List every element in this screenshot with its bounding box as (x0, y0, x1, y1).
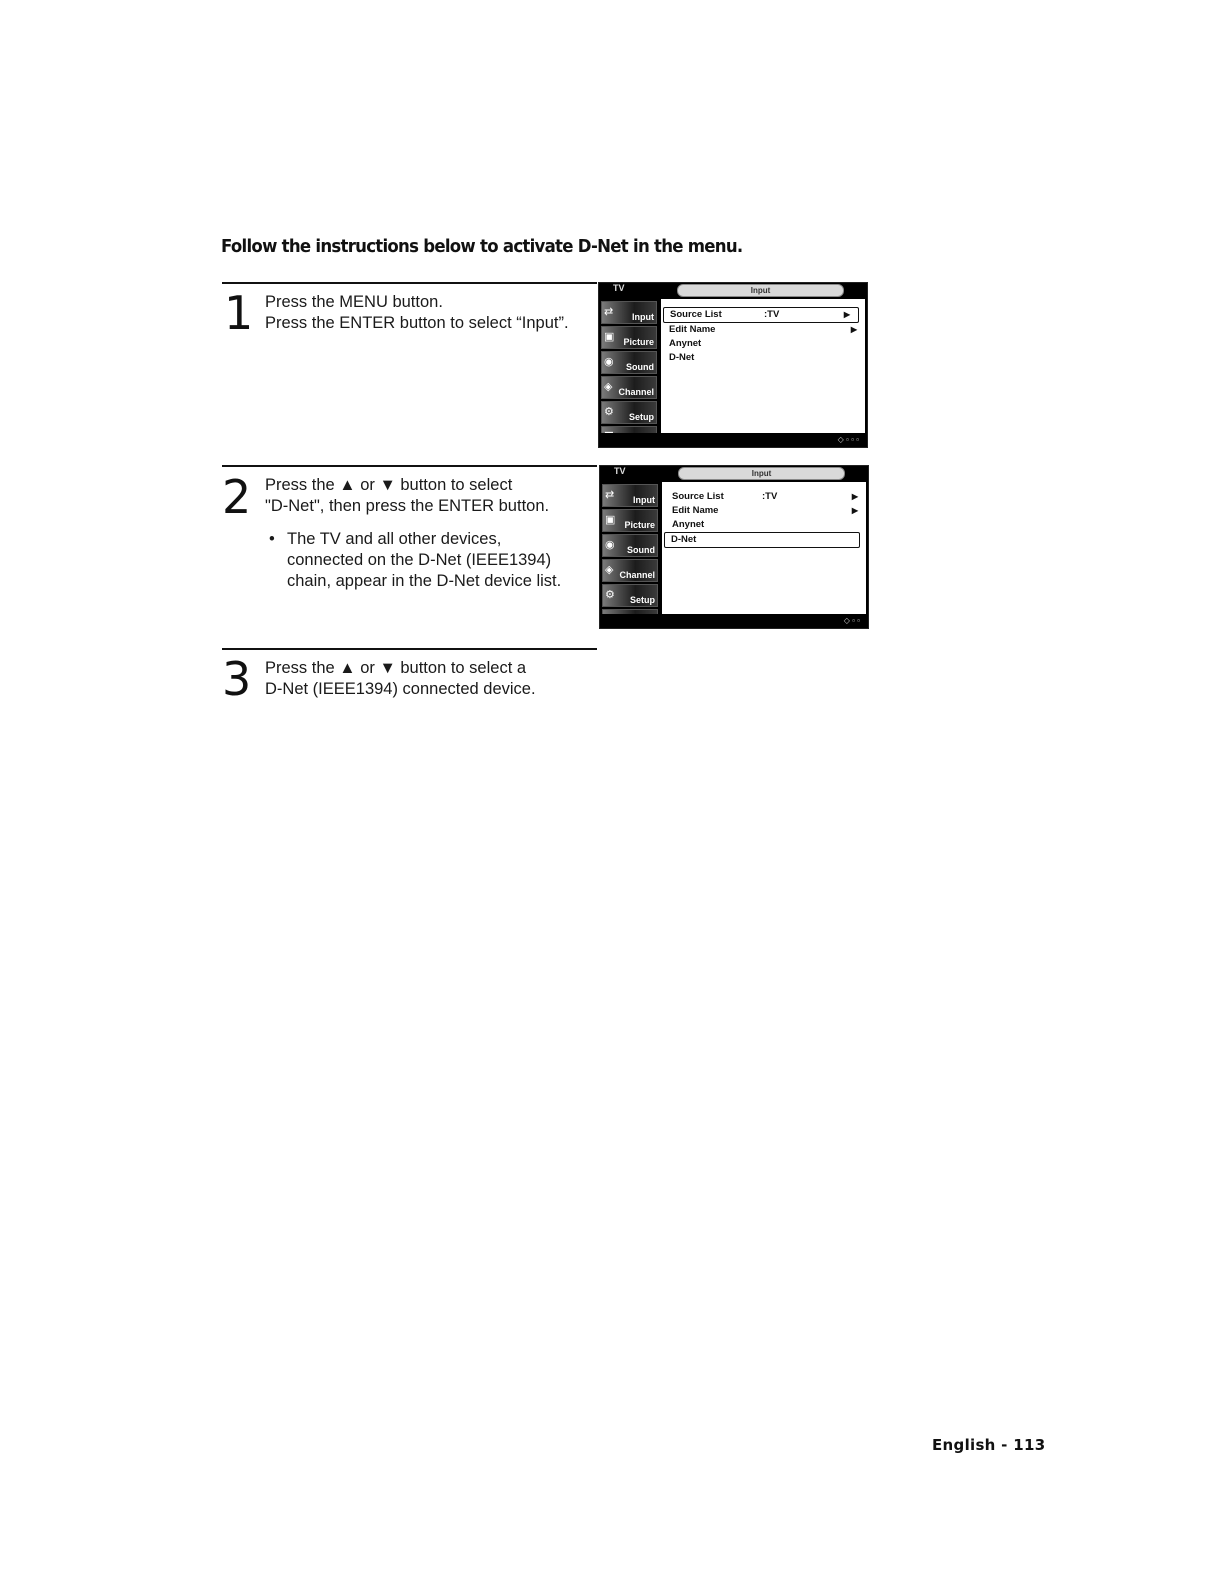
osd-screen-2 (599, 465, 869, 629)
step-3-divider (222, 648, 597, 650)
step-2-text (265, 475, 561, 592)
osd-2-sidebar-sound: ◉ Sound (602, 534, 658, 557)
osd-2-sidebar (600, 482, 660, 614)
osd-2-header (600, 466, 868, 480)
chevron-right-icon: ▶ (851, 492, 858, 501)
step-2-number: 2 (222, 470, 252, 524)
setup-icon: ⚙ (604, 406, 614, 418)
channel-icon: ◈ (605, 564, 614, 576)
osd-2-tv-label: TV (614, 466, 626, 476)
osd-2-item-dnet[interactable]: D-Net (664, 532, 860, 548)
step-3-text (265, 658, 536, 700)
sound-icon: ◉ (604, 356, 614, 368)
picture-icon: ▣ (604, 331, 615, 343)
channel-icon: ◈ (604, 381, 613, 393)
osd-1-item-anynet[interactable]: Anynet (669, 338, 702, 349)
osd-1-sidebar (599, 299, 659, 433)
osd-2-sidebar-setup: ⚙ Setup (602, 584, 658, 607)
osd-2-sidebar-picture: ▣ Picture (602, 509, 658, 532)
step-3-line-1: Press the ▲ or ▼ button to select a (265, 659, 527, 677)
chevron-right-icon: ▶ (850, 325, 857, 334)
osd-2-item-source-list[interactable]: Source List :TV ▶ (672, 491, 858, 502)
osd-2-item-anynet[interactable]: Anynet (672, 519, 705, 530)
step-1-line-2: Press the ENTER button to select “Input”. (265, 314, 569, 332)
osd-1-footer-bar: ◇ ▫ ▫ ▫ (599, 433, 867, 447)
step-1-number: 1 (224, 286, 254, 340)
osd-2-title: Input (678, 467, 845, 480)
chevron-right-icon: ▶ (851, 506, 858, 515)
page-heading: Follow the instructions below to activate D-Net in the menu. (221, 236, 743, 257)
osd-1-title: Input (677, 284, 844, 297)
bullet-icon: • (269, 530, 275, 548)
osd-1-header (599, 283, 867, 297)
osd-2-item-edit-name[interactable]: Edit Name ▶ (672, 505, 858, 516)
page-footer: English - 113 (932, 1436, 1046, 1454)
osd-1-item-edit-name[interactable]: Edit Name ▶ (669, 324, 857, 335)
osd-1-tv-label: TV (613, 283, 625, 293)
osd-2-sidebar-input: ⇄ Input (602, 484, 658, 507)
input-icon: ⇄ (605, 489, 615, 501)
step-2-note: • The TV and all other devices, connected on the D-Net (IEEE1394) chain, appear in the D-Net device list. (269, 530, 562, 590)
step-1-text (265, 292, 569, 334)
step-3-number: 3 (222, 652, 252, 706)
step-3-line-2: D-Net (IEEE1394) connected device. (265, 680, 536, 698)
osd-1-sidebar-picture: ▣ Picture (601, 326, 657, 349)
step-1-divider (222, 282, 597, 284)
chevron-right-icon: ▶ (843, 310, 850, 319)
osd-1-sidebar-setup: ⚙ Setup (601, 401, 657, 424)
osd-1-item-source-list[interactable]: Source List :TV ▶ (663, 307, 859, 323)
step-1-line-1: Press the MENU button. (265, 293, 443, 311)
sound-icon: ◉ (605, 539, 615, 551)
osd-2-sidebar-channel: ◈ Channel (602, 559, 658, 582)
osd-1-item-dnet[interactable]: D-Net (669, 352, 695, 363)
osd-screen-1 (598, 282, 868, 448)
setup-icon: ⚙ (605, 589, 615, 601)
picture-icon: ▣ (605, 514, 616, 526)
osd-1-sidebar-sound: ◉ Sound (601, 351, 657, 374)
osd-1-sidebar-input: ⇄ Input (601, 301, 657, 324)
osd-2-footer-bar: ◇ ▫ ▫ (600, 614, 868, 628)
input-icon: ⇄ (604, 306, 614, 318)
step-2-line-1: Press the ▲ or ▼ button to select (265, 476, 513, 494)
step-2-line-2: "D-Net", then press the ENTER button. (265, 497, 550, 515)
osd-2-menu (662, 482, 866, 614)
osd-1-sidebar-channel: ◈ Channel (601, 376, 657, 399)
osd-1-menu (661, 299, 865, 433)
step-2-divider (222, 465, 597, 467)
